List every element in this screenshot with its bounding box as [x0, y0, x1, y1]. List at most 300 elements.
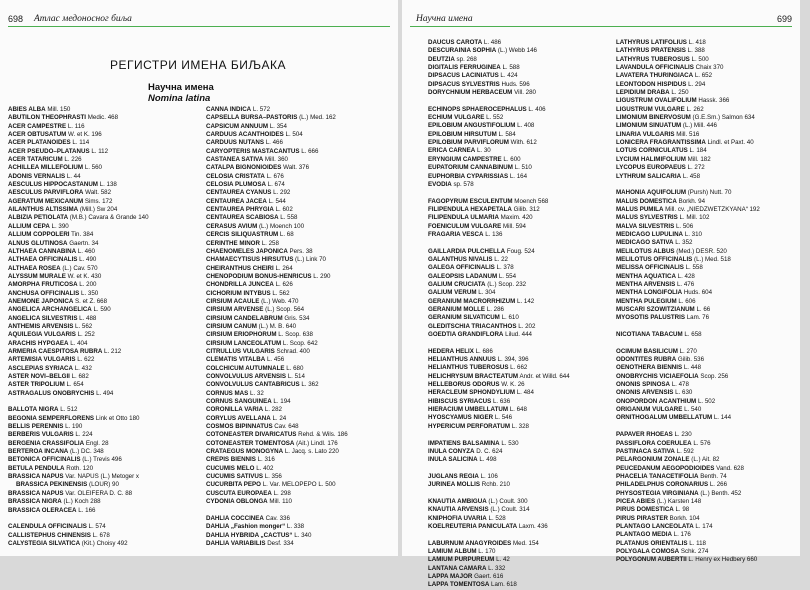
species-name: CUCUMIS SATIVUS [206, 473, 263, 481]
species-name: CHENOPODIUM BONUS-HENRICUS [206, 272, 312, 280]
index-entry [206, 298, 400, 306]
author-and-page: Med. 154 [511, 539, 539, 547]
species-name: JURINEA MOLLIS [428, 481, 481, 489]
index-entry [616, 465, 810, 473]
subtitle: Научна имена [148, 82, 214, 93]
species-name: BEGONIA SEMPERFLORENS [8, 414, 95, 422]
author-and-page: L. 428 [675, 272, 695, 280]
author-and-page: Mill. 360 [263, 156, 288, 164]
author-and-page: L. 676 [264, 172, 284, 180]
index-entry [428, 364, 622, 372]
author-and-page: W. K. 26 [499, 381, 525, 389]
entry-gap [428, 431, 622, 439]
species-name: BRASSICA OLERACEA [8, 506, 77, 514]
index-entry [8, 465, 202, 473]
index-entry [428, 406, 622, 414]
index-entry [206, 240, 400, 248]
species-name: GERANIUM SILVATICUM [428, 314, 500, 322]
author-and-page: (Med.) DESR. 520 [674, 247, 727, 255]
author-and-page: (L.) Coult. 300 [486, 497, 528, 505]
index-entry [206, 306, 400, 314]
species-name: EPILOBIUM HIRSUTUM [428, 130, 497, 138]
species-name: CONVOLVULUS CANTABRICUS [206, 381, 300, 389]
author-and-page: Cav. 336 [263, 514, 290, 522]
species-name: BETONICA OFFICINALIS [8, 456, 81, 464]
author-and-page: L. 262 [684, 105, 704, 113]
author-and-page: L. 682 [69, 373, 89, 380]
author-and-page: L. 424 [498, 72, 518, 80]
index-entry [206, 206, 400, 214]
author-and-page: L. 606 [676, 297, 696, 305]
author-and-page: Gris. 534 [282, 314, 310, 322]
author-and-page: L. 194 [271, 398, 291, 406]
index-entry [206, 390, 400, 398]
author-and-page: Var. OLEIFERA D. C. 88 [63, 489, 133, 497]
author-and-page: L. 662 [508, 364, 528, 372]
species-name: CHEIRANTHUS CHEIRI [206, 264, 274, 272]
index-entry [8, 406, 202, 414]
author-and-page: L. 66 [694, 306, 711, 313]
entry-gap [428, 339, 622, 347]
species-name: FRAGARIA VESCA [428, 230, 484, 238]
index-entry [8, 456, 202, 464]
species-name: ANEMONE JAPONICA [8, 297, 74, 305]
index-entry [206, 131, 400, 139]
author-and-page: Chaix 370 [693, 64, 724, 72]
species-name: ALBIZIA PETIOLATA [8, 214, 69, 222]
author-and-page: L. 68 [278, 231, 294, 239]
index-entry [206, 532, 400, 540]
index-entry [616, 364, 810, 372]
index-entry [428, 139, 622, 147]
index-entry [8, 206, 202, 214]
species-name: COSMOS BIPINNATUS [206, 423, 273, 431]
entry-gap [428, 189, 622, 197]
index-entry [616, 498, 810, 506]
species-name: BRASSICA NIGRA [8, 498, 62, 506]
species-name: PASTINACA SATIVA [616, 447, 675, 455]
species-name: LEPIDIUM DRABA [616, 89, 670, 97]
index-entry [206, 515, 400, 523]
author-and-page: (Pursh) Nutt. 70 [686, 189, 732, 197]
species-name: PLATANUS ORIENTALIS [616, 539, 688, 547]
author-and-page: L. 560 [83, 164, 102, 172]
author-and-page: Vand. 628 [714, 464, 744, 472]
species-name: CELOSIA PLUMOSA [206, 181, 266, 189]
index-entry [206, 123, 400, 131]
index-entry [8, 507, 202, 515]
author-and-page: L. 592 [674, 447, 694, 455]
index-entry [8, 139, 202, 147]
species-name: GALIUM VERUM [428, 289, 477, 297]
species-name: GLEDITSCHIA TRIACANTHOS [428, 322, 517, 330]
species-name: CATALPA BIGNONIOIDES [206, 164, 282, 172]
species-name: DAHLIA COCCINEA [206, 514, 264, 522]
author-and-page: L. 378 [494, 264, 514, 272]
author-and-page: Medic. 468 [86, 114, 119, 122]
species-name: DORYCHNIUM HERBACEUM [428, 89, 513, 97]
author-and-page: L. 226 [62, 156, 82, 164]
species-name: GERANIUM MACRORRHIZUM [428, 297, 516, 305]
species-name: HYOSCYAMUS NIGER [428, 414, 494, 422]
author-and-page: L. 298 [271, 489, 291, 497]
author-and-page: Laxm. 436 [517, 522, 548, 530]
author-and-page: L. 402 [254, 464, 274, 472]
species-name: GALIUM CRUCIATA [428, 280, 486, 288]
index-entry [428, 331, 622, 339]
index-entry [428, 173, 622, 181]
index-entry [428, 314, 622, 322]
species-name: CIRSIUM CANDELABRUM [206, 314, 283, 322]
author-and-page: L. 286 [485, 306, 504, 313]
species-name: ACER PSEUDO–PLATANUS [8, 147, 90, 155]
species-name: CAPSICUM ANNUUM [206, 122, 268, 130]
index-entry [8, 323, 202, 331]
index-entry [8, 223, 202, 231]
index-entry [616, 515, 810, 523]
index-entry [206, 481, 400, 489]
index-entry [616, 106, 810, 114]
author-and-page: L. 484 [514, 389, 534, 397]
index-entry [428, 548, 622, 556]
species-name: NICOTIANA TABACUM [616, 331, 683, 339]
index-entry [428, 248, 622, 256]
index-entry [616, 506, 810, 514]
author-and-page: (Ait.) Lindl. 176 [294, 439, 338, 447]
author-and-page: (G.E.Sm.) Salmon 634 [690, 114, 755, 122]
index-entry [616, 289, 810, 297]
species-name: LYTHRUM SALICARIA [616, 172, 682, 180]
index-entry [616, 214, 810, 222]
index-entry [428, 456, 622, 464]
author-and-page: L. Var. MELOPEPO L. 500 [261, 481, 336, 489]
author-and-page: Gaert. 616 [472, 573, 504, 580]
species-name: EPILOBIUM PARVIFLORUM [428, 139, 509, 147]
author-and-page: L. 354 [268, 122, 287, 130]
species-name: ANGELICA ARCHANGELICA [8, 306, 92, 314]
species-name: ANGELICA SILVESTRIS [8, 314, 78, 322]
species-name: PELARGONIUM ZONALE [616, 456, 690, 464]
species-name: CIRSIUM ERIOPHORUM [206, 331, 277, 339]
author-and-page: L. 24 [270, 414, 287, 422]
species-name: EUPHORBIA CYPARISSIAS [428, 172, 509, 180]
author-and-page: (L.) Scop. 564 [263, 306, 305, 314]
author-and-page: L. 310 [683, 230, 702, 238]
author-and-page: L. 170 [476, 547, 496, 555]
author-and-page: Link et Otto 180 [94, 414, 140, 422]
species-name: CIRSIUM ACAULE [206, 297, 260, 305]
species-name: CALENDULA OFFICINALIS [8, 523, 87, 531]
species-name: CALLISTEPHUS CHINENSIS [8, 531, 91, 539]
author-and-page: L. 408 [515, 122, 535, 130]
index-entry [206, 198, 400, 206]
species-name: PEUCEDANUM AEGOPODIOIDES [616, 464, 715, 472]
index-entry [428, 348, 622, 356]
species-name: AMORPHA FRUTICOSA [8, 281, 78, 289]
index-entry [428, 356, 622, 364]
author-and-page: L. 552 [484, 114, 504, 122]
species-name: LEONTODON HISPIDUS [616, 80, 687, 88]
author-and-page: L. 588 [500, 64, 520, 72]
index-entry [8, 431, 202, 439]
author-and-page: L. 388 [685, 47, 705, 55]
index-entry [428, 523, 622, 531]
species-name: PHACELIA TANACETIFOLIA [616, 472, 699, 480]
author-and-page: L. 116 [66, 122, 85, 130]
species-name: FILIPENDULA ULMARIA [428, 214, 499, 222]
species-name: DAHLIA VARIABILIS [206, 539, 266, 547]
author-and-page: L. 304 [476, 289, 496, 297]
index-entry [616, 298, 810, 306]
species-name: LAMIUM ALBUM [428, 547, 477, 555]
species-name: MELILOTUS ALBUS [616, 247, 675, 255]
index-entry [206, 423, 400, 431]
species-name: MELISSA OFFICINALIS [616, 264, 684, 272]
author-and-page: (L.) DC. 348 [68, 448, 104, 456]
index-entry [8, 348, 202, 356]
index-entry [8, 114, 202, 122]
index-entry [8, 164, 202, 172]
author-and-page: Mill. 110 [267, 498, 292, 506]
species-name: CHAENOMELES JAPONICA [206, 247, 288, 255]
species-name: ACER TATARICUM [8, 156, 63, 164]
index-entry [428, 56, 622, 64]
species-name: MYOSOTIS PALUSTRIS [616, 314, 685, 322]
author-and-page: L. 674 [265, 181, 285, 189]
author-and-page: Pers. 38 [287, 247, 313, 255]
species-name: PASSIFLORA COERULEA [616, 439, 692, 447]
index-entry [206, 214, 400, 222]
author-and-page: L. 350 [79, 289, 99, 297]
index-entry [616, 198, 810, 206]
species-name: LYCIUM HALIMIFOLIUM [616, 155, 686, 163]
species-name: CENTAUREA SCABIOSA [206, 214, 279, 222]
index-entry [428, 122, 622, 130]
author-and-page: L. 42 [494, 556, 510, 564]
species-name: ALLIUM COPPOLERI [8, 231, 70, 239]
index-entry [8, 290, 202, 298]
index-entry [616, 81, 810, 89]
index-entry [8, 281, 202, 289]
index-entry [616, 256, 810, 264]
author-and-page: Sims. 172 [83, 197, 113, 205]
species-name: AGERATUM MEXICANUM [8, 197, 84, 205]
index-entry [206, 348, 400, 356]
index-entry [8, 448, 202, 456]
author-and-page: Gilib. 312 [511, 205, 540, 213]
species-name: OCIMUM BASILICUM [616, 347, 678, 355]
index-entry [8, 415, 202, 423]
author-and-page: (L.) Link 70 [293, 256, 326, 264]
species-name: BERGENIA CRASSIFOLIA [8, 439, 85, 447]
species-name: MAHONIA AQUIFOLIUM [616, 189, 687, 197]
species-name: ERICA CARNEA [428, 147, 476, 155]
author-and-page: L. 506 [674, 222, 694, 230]
index-entry [616, 114, 810, 122]
index-entry [616, 264, 810, 272]
species-name: CAPSELLA BURSA–PASTORIS [206, 114, 298, 122]
index-entry [8, 390, 202, 398]
species-name: ADONIS VERNALIS [8, 172, 66, 180]
species-name: POLYGONUM AUBERTII [616, 556, 687, 564]
author-and-page: L. 456 [265, 356, 285, 364]
index-entry [8, 265, 202, 273]
species-name: DIPSACUS LACINIATUS [428, 72, 499, 80]
index-column-1 [8, 106, 202, 548]
index-entry [616, 122, 810, 130]
species-name: BETULA PENDULA [8, 464, 65, 472]
index-entry [428, 264, 622, 272]
species-name: ALNUS GLUTINOSA [8, 239, 68, 247]
species-name: HERACLEUM SPHONDYLIUM [428, 389, 515, 397]
species-name: ARMERIA CAESPITOSA RUBRA [8, 347, 103, 355]
index-entry [428, 156, 622, 164]
index-entry [8, 240, 202, 248]
index-entry [428, 147, 622, 155]
index-entry [428, 581, 622, 589]
species-name: LIGUSTRUM VULGARE [616, 105, 685, 113]
species-name: CENTAUREA CYANUS [206, 189, 272, 197]
index-entry [616, 231, 810, 239]
author-and-page: Lam. 618 [489, 581, 517, 589]
right-page-number: 699 [776, 14, 792, 24]
species-name: LAVATERA THURINGIACA [616, 72, 694, 80]
entry-gap [8, 398, 202, 406]
author-and-page: (L.) Coult. 314 [488, 506, 530, 514]
species-name: LATHYRUS PRATENSIS [616, 47, 686, 55]
author-and-page: L. 478 [669, 381, 689, 389]
species-name: CORONILLA VARIA [206, 406, 264, 414]
species-name: CELOSIA CRISTATA [206, 172, 265, 180]
species-name: CORNUS SANGUINEA [206, 398, 272, 406]
index-entry [8, 423, 202, 431]
index-entry [616, 356, 810, 364]
species-name: ANTHEMIS ARVENSIS [8, 322, 74, 330]
species-name: ALTHAEA OFFICINALIS [8, 256, 78, 264]
author-and-page: Benth. 74 [698, 472, 727, 480]
index-entry [616, 223, 810, 231]
index-entry [616, 281, 810, 289]
species-name: CIRSIUM LANCEOLATUM [206, 339, 282, 347]
species-name: COTONEASTER TOMENTOSA [206, 439, 295, 447]
species-name: CYDONIA OBLONGA [206, 498, 268, 506]
index-entry [206, 273, 400, 281]
author-and-page: L. 340 [292, 531, 312, 539]
species-name: DIGITALIS FERRUGINEA [428, 64, 501, 72]
species-name: FAGOPYRUM ESCULENTUM [428, 197, 513, 205]
species-name: EVODIA [428, 180, 452, 188]
species-name: GERANIUM MOLLE [428, 306, 486, 313]
index-entry [8, 173, 202, 181]
species-name: GALANTHUS NIVALIS [428, 255, 493, 263]
author-and-page: Foug. 524 [505, 247, 535, 255]
species-name: CIRSIUM CANUM [206, 322, 257, 330]
index-entry [616, 147, 810, 155]
index-entry [616, 189, 810, 197]
author-and-page: L. 252 [75, 331, 95, 339]
index-entry [616, 306, 810, 314]
entry-gap [428, 490, 622, 498]
author-and-page: Mill. 594 [501, 222, 526, 230]
index-entry [616, 56, 810, 64]
author-and-page: L. 432 [72, 364, 92, 372]
author-and-page: (L.) Karsten 148 [655, 497, 702, 505]
index-entry [206, 340, 400, 348]
species-name: MENTHA ARVENSIS [616, 280, 676, 288]
index-entry [8, 490, 202, 498]
species-name: CREPIS BIENNIS [206, 456, 256, 464]
species-name: GAILLARDIA PULCHELLA [428, 247, 506, 255]
index-entry [8, 231, 202, 239]
author-and-page: Lindl. et Paxt. 40 [705, 139, 754, 147]
index-entry [428, 256, 622, 264]
author-and-page: (L.) Ait. 82 [689, 456, 720, 464]
index-entry [616, 173, 810, 181]
author-and-page: L. 30 [475, 147, 491, 155]
author-and-page: (LOUR) 90 [87, 481, 119, 489]
author-and-page: Gaertn. 34 [67, 239, 99, 247]
species-name: ASTER TRIPOLIUM [8, 381, 65, 389]
author-and-page: L. 212 [102, 347, 122, 355]
species-name: PLANTAGO MEDIA [616, 531, 672, 539]
author-and-page: Gilib. 536 [676, 356, 705, 364]
author-and-page: L. 282 [263, 406, 282, 414]
species-name: BRASSICA NAPUS [8, 473, 64, 481]
index-entry [8, 156, 202, 164]
species-name: LATHYRUS LATIFOLIUS [616, 39, 687, 46]
species-name: DAUCUS CAROTA [428, 39, 483, 46]
author-and-page: Rehd. & Wils. 186 [296, 431, 348, 439]
author-and-page: (L.) Koch 288 [61, 498, 101, 506]
author-and-page: L. 394, 396 [495, 356, 529, 364]
author-and-page: Schk. 274 [679, 547, 709, 555]
index-entry [8, 315, 202, 323]
index-entry [206, 440, 400, 448]
author-and-page: L. 574 [86, 523, 106, 531]
author-and-page: L. 622 [75, 356, 95, 364]
author-and-page: L. 494 [94, 389, 114, 397]
author-and-page: (L.) Moench 100 [257, 222, 305, 230]
author-and-page: L. 602 [273, 206, 293, 214]
species-name: LAPPA MAJOR [428, 573, 473, 580]
index-entry [428, 281, 622, 289]
species-name: PIRUS DOMESTICA [616, 506, 674, 514]
index-entry [428, 423, 622, 431]
species-name: CLEMATIS VITALBA [206, 356, 266, 364]
index-entry [428, 164, 622, 172]
author-and-page: L. 504 [283, 131, 303, 139]
author-and-page: L. Mill. 102 [677, 214, 710, 222]
author-and-page: L. 654 [64, 381, 84, 389]
species-name: AESCULUS PARVIFLORA [8, 189, 84, 197]
header-rule [8, 26, 390, 27]
species-name: KNAUTIA AMBIGUA [428, 497, 487, 505]
index-entry [206, 398, 400, 406]
species-name: FOENICULUM VULGARE [428, 222, 502, 230]
author-and-page: L. 190 [63, 423, 83, 431]
species-name: CUCUMIS MELO [206, 464, 255, 472]
author-and-page: Lam. 76 [684, 314, 710, 322]
author-and-page: D. C. 624 [474, 447, 503, 455]
index-entry [8, 331, 202, 339]
author-and-page: L. 164 [508, 172, 528, 180]
author-and-page: L. 138 [97, 181, 117, 189]
author-and-page: L. 584 [496, 130, 516, 138]
author-and-page: (L.) Web. 470 [259, 297, 299, 305]
index-entry [616, 156, 810, 164]
index-entry [616, 540, 810, 548]
author-and-page: L. 338 [285, 523, 305, 531]
